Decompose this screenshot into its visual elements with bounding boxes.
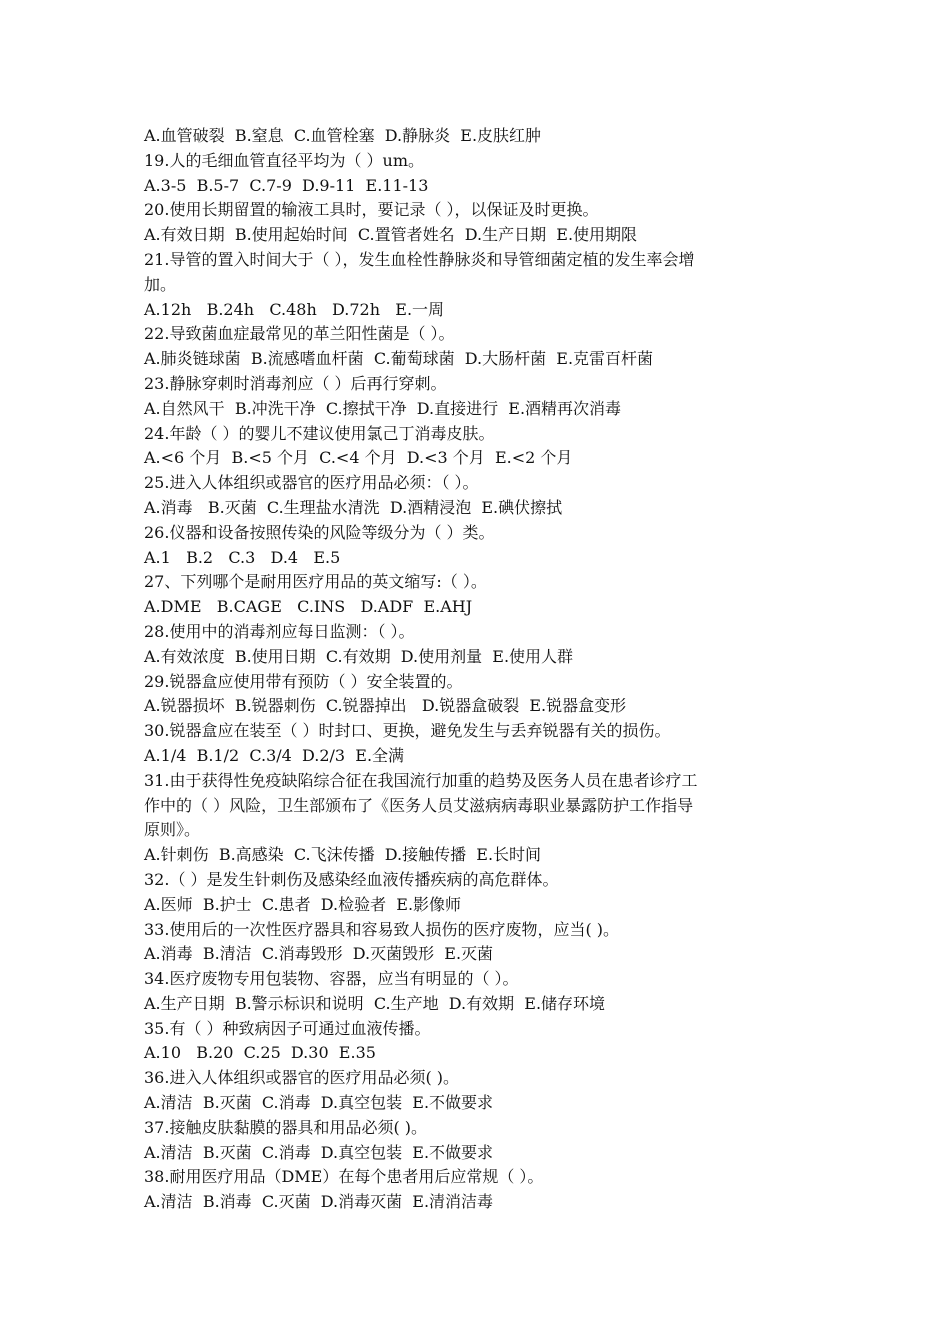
answer-options: A.12h B.24h C.48h D.72h E.一周	[144, 299, 445, 319]
answer-options: A.DME B.CAGE C.INS D.ADF E.AHJ	[144, 597, 473, 617]
question-text: 26.仪器和设备按照传染的风险等级分为（ ）类。	[144, 522, 495, 542]
answer-options: A.针刺伤 B.高感染 C.飞沫传播 D.接触传播 E.长时间	[144, 845, 542, 865]
question-text: 34.医疗废物专用包装物、容器，应当有明显的（ ）。	[144, 969, 519, 989]
question-text-continued: 原则》。	[144, 820, 201, 840]
answer-options: A.自然风干 B.冲洗干净 C.擦拭干净 D.直接进行 E.酒精再次消毒	[144, 398, 622, 418]
question-text: 29.锐器盒应使用带有预防（ ）安全装置的。	[144, 671, 463, 691]
question-text: 21.导管的置入时间大于（ ），发生血栓性静脉炎和导管细菌定植的发生率会增	[144, 249, 695, 269]
answer-options: A.清洁 B.灭菌 C.消毒 D.真空包装 E.不做要求	[144, 1142, 494, 1162]
question-text-continued: 加。	[144, 274, 177, 294]
answer-options: A.1 B.2 C.3 D.4 E.5	[144, 547, 341, 567]
question-text: 23.静脉穿刺时消毒剂应（ ）后再行穿刺。	[144, 373, 447, 393]
text-line: A.血管破裂 B.窒息 C.血管栓塞 D.静脉炎 E.皮肤红肿	[144, 126, 542, 145]
answer-options: A.1/4 B.1/2 C.3/4 D.2/3 E.全满	[144, 745, 405, 765]
answer-options: A.医师 B.护士 C.患者 D.检验者 E.影像师	[144, 894, 462, 914]
question-text: 22.导致菌血症最常见的革兰阳性菌是（ ）。	[144, 324, 455, 344]
question-text: 38.耐用医疗用品（DME）在每个患者用后应常规（ ）。	[144, 1167, 544, 1187]
question-list	[144, 124, 820, 1215]
question-text: 20.使用长期留置的输液工具时，要记录（ ），以保证及时更换。	[144, 200, 599, 220]
question-text: 32.（ ）是发生针刺伤及感染经血液传播疾病的高危群体。	[144, 869, 559, 889]
answer-options: A.肺炎链球菌 B.流感嗜血杆菌 C.葡萄球菌 D.大肠杆菌 E.克雷百杆菌	[144, 349, 654, 369]
question-text: 25.进入人体组织或器官的医疗用品必须：（ ）。	[144, 473, 479, 493]
question-text: 30.锐器盒应在装至（ ）时封口、更换，避免发生与丢弃锐器有关的损伤。	[144, 721, 671, 741]
answer-options: A.消毒 B.灭菌 C.生理盐水清洗 D.酒精浸泡 E.碘伏擦拭	[144, 497, 563, 517]
answer-options: A.锐器损坏 B.锐器刺伤 C.锐器掉出 D.锐器盒破裂 E.锐器盒变形	[144, 696, 627, 716]
question-text: 37.接触皮肤黏膜的器具和用品必须( )。	[144, 1117, 428, 1137]
answer-options: A.有效浓度 B.使用日期 C.有效期 D.使用剂量 E.使用人群	[144, 646, 574, 666]
answer-options: A.3-5 B.5-7 C.7-9 D.9-11 E.11-13	[144, 175, 429, 195]
question-text: 24.年龄（ ）的婴儿不建议使用氯己丁消毒皮肤。	[144, 423, 495, 443]
question-text: 35.有（ ）种致病因子可通过血液传播。	[144, 1018, 431, 1038]
question-text: 33.使用后的一次性医疗器具和容易致人损伤的医疗废物，应当( )。	[144, 919, 620, 939]
answer-options: A.10 B.20 C.25 D.30 E.35	[144, 1043, 376, 1063]
question-text: 28.使用中的消毒剂应每日监测：（ ）。	[144, 621, 415, 641]
question-text: 19.人的毛细血管直径平均为（ ）um。	[144, 150, 425, 170]
question-text: 36.进入人体组织或器官的医疗用品必须( )。	[144, 1068, 460, 1088]
answer-options: A.清洁 B.灭菌 C.消毒 D.真空包装 E.不做要求	[144, 1093, 494, 1113]
answer-options: A.消毒 B.清洁 C.消毒毁形 D.灭菌毁形 E.灭菌	[144, 944, 494, 964]
question-text-continued: 作中的（ ）风险，卫生部颁布了《医务人员艾滋病病毒职业暴露防护工作指导	[144, 795, 694, 815]
answer-options: A.<6 个月 B.<5 个月 C.<4 个月 D.<3 个月 E.<2 个月	[144, 448, 573, 468]
answer-options: A.有效日期 B.使用起始时间 C.置管者姓名 D.生产日期 E.使用期限	[144, 225, 638, 245]
question-text: 27、下列哪个是耐用医疗用品的英文缩写:（ ）。	[144, 572, 487, 592]
answer-options: A.清洁 B.消毒 C.灭菌 D.消毒灭菌 E.清消洁毒	[144, 1192, 494, 1212]
question-text: 31.由于获得性免疫缺陷综合征在我国流行加重的趋势及医务人员在患者诊疗工	[144, 770, 698, 790]
answer-options: A.生产日期 B.警示标识和说明 C.生产地 D.有效期 E.储存环境	[144, 993, 606, 1013]
